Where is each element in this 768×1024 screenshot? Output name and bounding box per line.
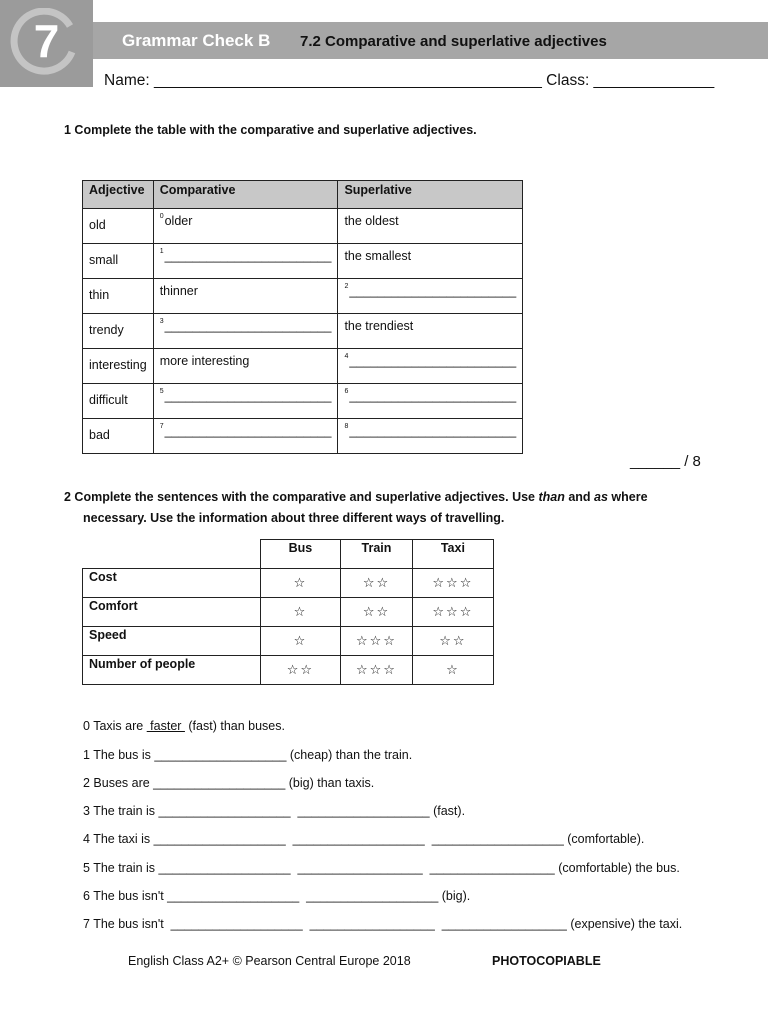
comparative-text[interactable]: ________________________ — [164, 389, 332, 403]
superlative-text: the oldest — [344, 214, 399, 228]
transport-ratings-table — [82, 539, 494, 685]
comparative-text: more interesting — [159, 354, 250, 368]
star-rating-icon: ☆☆☆ — [341, 656, 413, 685]
sentence-item[interactable] — [83, 832, 644, 846]
copyright-text: English Class A2+ © Pearson Central Europe 2018 — [128, 954, 411, 968]
rating-row — [83, 569, 494, 598]
header-adjective: Adjective — [83, 181, 154, 209]
unit-number: 7 — [33, 15, 60, 67]
sentence-item[interactable] — [83, 748, 412, 762]
item-number: 5 — [159, 388, 164, 395]
star-rating-icon: ☆☆☆ — [412, 598, 493, 627]
sentence-text: 0 Taxis are — [83, 719, 147, 733]
star-rating-icon: ☆☆ — [341, 569, 413, 598]
comparative-text[interactable]: ________________________ — [164, 249, 332, 263]
adjective-cell: thin — [83, 279, 154, 314]
empty-corner-cell — [83, 540, 261, 569]
adjective-cell: difficult — [83, 384, 154, 419]
comparative-cell[interactable] — [153, 244, 338, 279]
grammar-check-label: Grammar Check B — [122, 31, 271, 50]
sentence-text: 5 The train is ___________________ __________________ __________________ (comfortable) the bus. — [83, 861, 680, 875]
adjective-row — [83, 314, 523, 349]
superlative-cell — [338, 209, 523, 244]
exercise2-title — [64, 487, 648, 529]
header-superlative: Superlative — [338, 181, 523, 209]
star-rating-icon: ☆☆ — [412, 627, 493, 656]
superlative-cell[interactable] — [338, 349, 523, 384]
comparative-text: thinner — [159, 284, 198, 298]
comparative-cell[interactable] — [153, 314, 338, 349]
header-bus: Bus — [260, 540, 341, 569]
rating-row-label: Comfort — [83, 598, 261, 627]
comparative-cell[interactable] — [153, 384, 338, 419]
item-number: 0 — [159, 213, 164, 220]
item-number: 3 — [159, 318, 164, 325]
header-comparative: Comparative — [153, 181, 338, 209]
sentence-text: 1 The bus is ___________________ (cheap) than the train. — [83, 748, 413, 762]
star-rating-icon: ☆ — [260, 627, 341, 656]
sentence-item[interactable] — [83, 776, 374, 790]
rating-row-label: Cost — [83, 569, 261, 598]
superlative-cell — [338, 314, 523, 349]
superlative-text[interactable]: ________________________ — [349, 389, 517, 403]
item-number: 7 — [159, 423, 164, 430]
star-rating-icon: ☆☆ — [341, 598, 413, 627]
adjective-row — [83, 384, 523, 419]
sentence-item[interactable] — [83, 889, 470, 903]
superlative-text[interactable]: ________________________ — [349, 354, 517, 368]
superlative-cell[interactable] — [338, 384, 523, 419]
sentence-text: 4 The taxi is ___________________ ___________________ ___________________ (comfortable). — [83, 832, 645, 846]
item-number: 1 — [159, 248, 164, 255]
name-class-line[interactable]: Name: _____________________________________________ Class: ______________ — [104, 72, 715, 89]
unit-title: 7.2 Comparative and superlative adjectives — [300, 33, 607, 50]
comparative-text: older — [164, 214, 193, 228]
sentence-text: 2 Buses are ___________________ (big) than taxis. — [83, 776, 375, 790]
sentence-text: 3 The train is ___________________ ___________________ (fast). — [83, 804, 466, 818]
item-number: 4 — [344, 353, 349, 360]
photocopiable-label: PHOTOCOPIABLE — [492, 954, 601, 968]
comparative-text[interactable]: ________________________ — [164, 319, 332, 333]
adjectives-table — [82, 180, 523, 454]
superlative-text: the smallest — [344, 249, 412, 263]
star-rating-icon: ☆ — [412, 656, 493, 685]
example-answer: faster — [146, 719, 185, 733]
rating-row — [83, 656, 494, 685]
exercise1-score[interactable]: ______ / 8 — [630, 453, 701, 470]
superlative-text[interactable]: ________________________ — [349, 424, 517, 438]
exercise2-title-line1: 2 Complete the sentences with the comparative and superlative adjectives. Use than and as where — [64, 490, 648, 504]
exercise2-title-line2: necessary. Use the information about three different ways of travelling. — [83, 511, 505, 525]
adjective-cell: bad — [83, 419, 154, 454]
adjective-row — [83, 279, 523, 314]
transport-ratings-body — [83, 569, 494, 685]
superlative-cell[interactable] — [338, 419, 523, 454]
exercise1-title: 1 Complete the table with the comparative and superlative adjectives. — [64, 123, 477, 137]
rating-row — [83, 598, 494, 627]
unit-badge — [0, 0, 93, 87]
star-rating-icon: ☆ — [260, 569, 341, 598]
comparative-cell — [153, 349, 338, 384]
star-rating-icon: ☆☆☆ — [341, 627, 413, 656]
sentence-text: 7 The bus isn't ___________________ __________________ __________________ (expensive) the taxi. — [83, 917, 683, 931]
rating-row-label: Speed — [83, 627, 261, 656]
comparative-text[interactable]: ________________________ — [164, 424, 332, 438]
adjective-row — [83, 209, 523, 244]
adjective-cell: old — [83, 209, 154, 244]
rating-row-label: Number of people — [83, 656, 261, 685]
sentence-item[interactable] — [83, 917, 682, 931]
sentence-item[interactable] — [83, 719, 285, 733]
adjective-row — [83, 419, 523, 454]
sentence-item[interactable] — [83, 804, 465, 818]
adjective-cell: trendy — [83, 314, 154, 349]
adjective-row — [83, 349, 523, 384]
superlative-text: the trendiest — [344, 319, 414, 333]
adjectives-table-body — [83, 209, 523, 454]
item-number: 2 — [344, 283, 349, 290]
comparative-cell — [153, 279, 338, 314]
superlative-cell — [338, 244, 523, 279]
adjective-cell: small — [83, 244, 154, 279]
title-bar — [93, 22, 768, 59]
superlative-cell[interactable] — [338, 279, 523, 314]
comparative-cell[interactable] — [153, 419, 338, 454]
sentence-text: 6 The bus isn't ___________________ ___________________ (big). — [83, 889, 471, 903]
star-rating-icon: ☆☆☆ — [412, 569, 493, 598]
adjective-cell: interesting — [83, 349, 154, 384]
header-taxi: Taxi — [412, 540, 493, 569]
header-train: Train — [341, 540, 413, 569]
item-number: 8 — [344, 423, 349, 430]
item-number: 6 — [344, 388, 349, 395]
star-rating-icon: ☆ — [260, 598, 341, 627]
adjective-row — [83, 244, 523, 279]
sentence-item[interactable] — [83, 861, 680, 875]
sentence-text-end: (fast) than buses. — [184, 719, 285, 733]
superlative-text[interactable]: ________________________ — [349, 284, 517, 298]
comparative-cell — [153, 209, 338, 244]
rating-row — [83, 627, 494, 656]
star-rating-icon: ☆☆ — [260, 656, 341, 685]
